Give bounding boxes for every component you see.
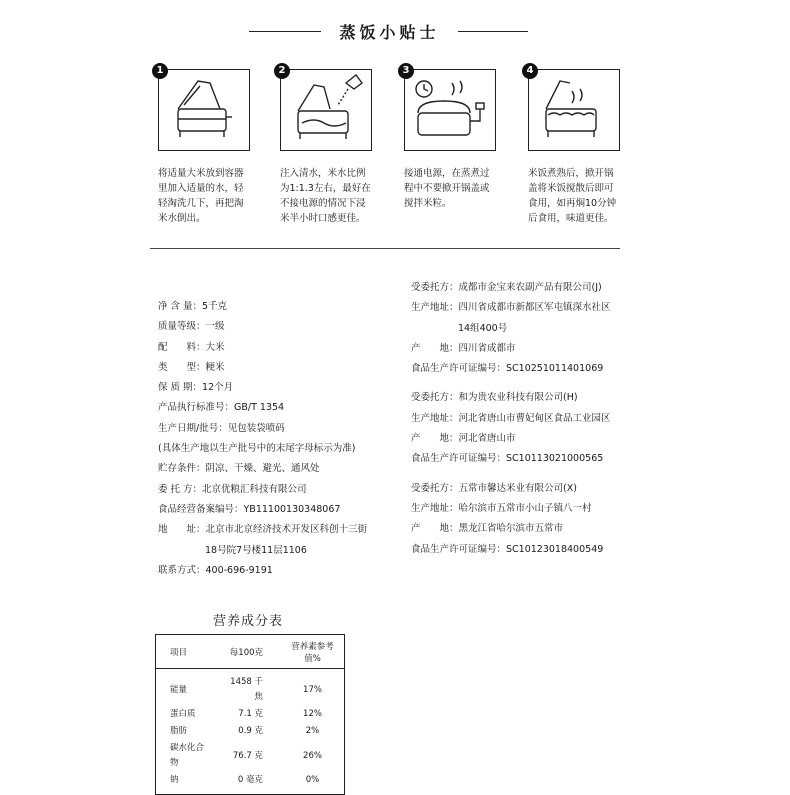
info-line: 食品生产许可证编号：SC10251011401069 (411, 363, 604, 375)
title-rule-left (249, 31, 321, 32)
nutrient-amount: 0.9 克 (238, 726, 264, 736)
step-number-badge: 2 (274, 63, 290, 79)
info-line: 产 地：河北省唐山市 (411, 433, 516, 445)
nutrient-nrv: 12% (303, 709, 322, 719)
nutrient-amount: 1458 千焦 (230, 677, 264, 702)
info-line: 净 含 量：5千克 (158, 301, 228, 312)
tips-header (0, 20, 790, 42)
nutrient-nrv: 0% (305, 775, 320, 785)
info-line: 地 址：北京市北京经济技术开发区科创十三街 (158, 524, 368, 536)
nutrient-name: 蛋白质 (170, 709, 196, 719)
table-row (156, 772, 345, 795)
info-line: 生产地址：河北省唐山市曹妃甸区食品工业园区 (411, 412, 611, 424)
nutrient-name: 碳水化合物 (170, 743, 205, 768)
info-line: 产 地：四川省成都市 (411, 342, 516, 354)
info-line: 生产日期/批号：见包装袋喷码 (158, 422, 285, 434)
column-header: 营养素参考值% (273, 635, 344, 669)
step-number-badge: 4 (522, 63, 538, 79)
column-header: 项目 (156, 635, 212, 669)
info-line: 食品经营备案编号：YB11100130348067 (158, 503, 341, 515)
table-row (156, 740, 345, 772)
nutrient-name: 能量 (170, 684, 188, 695)
step-1-text: 将适量大米放到容器 里加入适量的水，轻 轻淘洗几下，再把淘 米水倒出。 (158, 168, 244, 224)
info-line: 类 型：粳米 (158, 361, 225, 373)
info-line: 食品生产许可证编号：SC10113021000565 (411, 453, 604, 465)
info-line: 受委托方：和为贵农业科技有限公司(H) (411, 392, 578, 404)
info-line: 保 质 期：12个月 (158, 382, 234, 394)
nutrient-amount: 7.1 克 (238, 709, 264, 719)
info-line: 受委托方：成都市金宝来农副产品有限公司(J) (411, 282, 602, 293)
nutrient-nrv: 2% (305, 726, 320, 736)
manufacturer-h (411, 388, 611, 469)
info-line: 产品执行标准号：GB/T 1354 (158, 402, 285, 414)
info-line: 配 料：大米 (158, 341, 225, 353)
info-line: 质量等级：一级 (158, 321, 225, 333)
product-info (158, 297, 367, 581)
page-title: 蒸饭小贴士 (339, 23, 440, 42)
manufacturer-x (411, 479, 611, 560)
nutrition-title: 营养成分表 (213, 614, 284, 629)
step-3-text: 接通电源，在蒸煮过 程中不要掀开锅盖或 搅拌米粒。 (404, 168, 490, 209)
table-row (156, 723, 345, 740)
info-line: 18号院7号楼11层1106 (205, 544, 307, 556)
column-header: 每100克 (212, 635, 273, 669)
info-line: 委 托 方：北京优粮汇科技有限公司 (158, 483, 307, 495)
rice-cooker-icon (404, 69, 496, 151)
info-line: (具体生产地以生产批号中的末尾字母标示为准) (158, 443, 356, 455)
nutrient-amount: 76.7 克 (232, 750, 264, 761)
table-row (156, 669, 345, 707)
step-2-text: 注入清水，米水比例 为1:1.3左右，最好在 不接电源的情况下浸 米半小时口感更佳。 (280, 168, 371, 224)
info-line: 受委托方：五常市馨达米业有限公司(X) (411, 482, 577, 494)
info-line: 贮存条件：阴凉、干燥、避光、通风处 (158, 463, 320, 475)
info-line: 食品生产许可证编号：SC10123018400549 (411, 543, 604, 555)
nutrient-name: 钠 (170, 775, 179, 785)
manufacturer-info (411, 278, 611, 560)
water-pouring-icon (280, 69, 372, 151)
table-header-row (156, 635, 345, 669)
rice-washing-icon (158, 69, 250, 151)
cooked-rice-icon (528, 69, 620, 151)
nutrient-nrv: 26% (303, 750, 322, 761)
info-line: 产 地：黑龙江省哈尔滨市五常市 (411, 523, 564, 535)
manufacturer-j (411, 278, 611, 379)
title-rule-right (458, 31, 528, 32)
section-divider (150, 248, 620, 249)
info-line: 联系方式：400-696-9191 (158, 564, 273, 576)
nutrient-nrv: 17% (303, 684, 322, 695)
step-4-text: 米饭煮熟后，掀开锅 盖将米饭搅散后即可 食用，如再焖10分钟 后食用，味道更佳。 (528, 168, 617, 224)
nutrient-name: 脂肪 (170, 726, 188, 736)
table-row (156, 706, 345, 723)
step-number-badge: 1 (152, 63, 168, 79)
info-line: 生产地址：四川省成都市新都区军屯镇深水社区 (411, 302, 611, 314)
nutrient-amount: 0 毫克 (237, 775, 264, 785)
info-line: 14组400号 (458, 322, 508, 334)
info-line: 生产地址：哈尔滨市五常市小山子镇八一村 (411, 502, 592, 514)
step-number-badge: 3 (398, 63, 414, 79)
nutrition-table (155, 634, 345, 795)
